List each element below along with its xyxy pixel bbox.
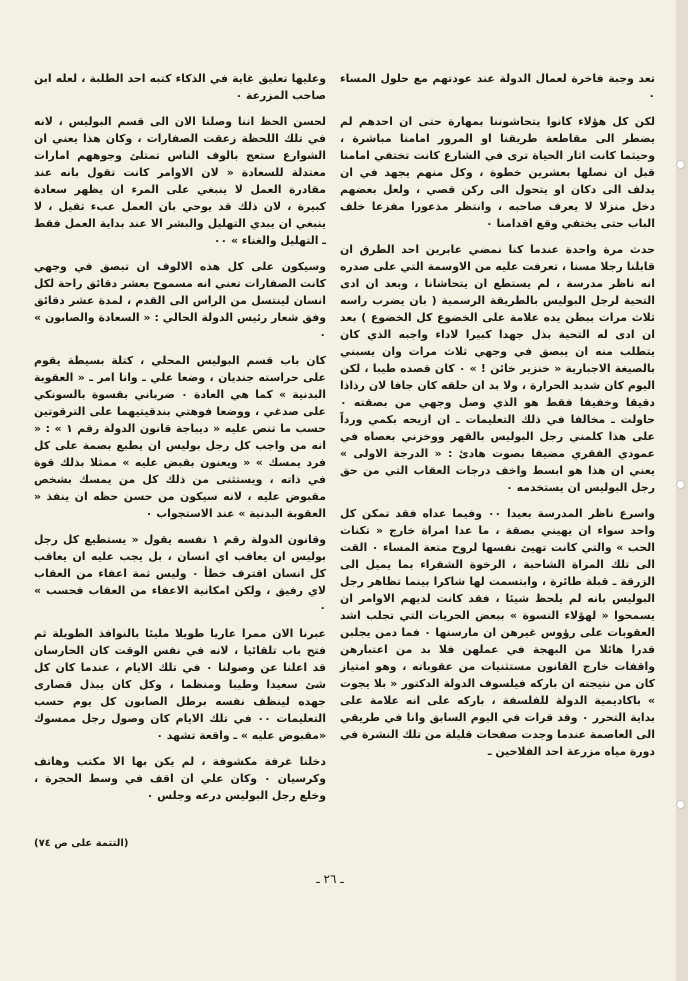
paragraph: عبرنا الان ممرا عاريا طويلا مليئا بالنوافذ الطويلة ثم فتح باب تلقائيا ، لانه في نفس الوقت كان الحارسان قد اعلنا عن وصولنا ٠ في تلك الايام ، عندما كان كل شئ سعيدا وطيبا ومنظما ، وكل كان يبذل قصارى جهده لينظف نفسه برطل الصابون كل يوم حسب التعليمات ٠٠ في تلك الايام كان وصول رجل ممسوك «مقبوض عليه » ـ واقعة تشهد ٠ [34,627,327,742]
page-number: ـ ٢٦ ـ [316,872,344,886]
binding-hole [676,800,685,809]
right-text-column [340,70,655,769]
paragraph: دخلنا غرفة مكشوفة ، لم يكن بها الا مكتب وهاتف وكرسيان ٠ وكان علي ان اقف في وسط الحجرة ، وخلع رجل البوليس درعه وجلس ٠ [34,755,326,802]
paragraph: كان باب قسم البوليس المحلي ، كتلة بسيطة يقوم على حراسته جنديان ، وضعا علي ـ وانا امر ـ « العقوبة البدنية » كما هي العادة ٠ ضرباني بقسوة بالسونكي على صدغي ، ووضعا فوهتي بندقيتيهما على الترقوتين حسب ما تنص عليه « ديباجة قانون الدولة رقم ١ » : « انه من واجب كل رجل بوليس ان يطبع بصمة على كل فرد يمسك » « ويعنون بقبض عليه » ممثلا بذلك قوة في ذاته ، ويستثنى من ذلك كل من يمسك بشخص مقبوض عليه ، لانه سيكون من حسن حظه ان ينفذ « العقوبة البدنية » عند الاستجواب ٠ [34,354,326,520]
continuation-note: (التتمة على ص ٧٤) [34,838,129,849]
paragraph: تعد وجبة فاخرة لعمال الدولة عند عودتهم مع حلول المساء ٠ [340,72,655,102]
paragraph: لكن كل هؤلاء كانوا يتحاشوننا بمهارة حتى ان احدهم لم يضطر الى مقاطعة طريقنا او المرور امامنا مباشرة ، وحيثما كانت اثار الحياة ترى في الشارع كانت تختفي امامنا قبل ان نصلها بعشرين خطوة ، وكل منهم يجهد في ان يدلف الى دكان او يتحول الى ركن قصي ، ولعل بعضهم دخل منزلا لا يعرف صاحبه ، وانتظر مذعورا مفزعا خلف الباب حتى يختفي وقع اقدامنا ٠ [340,115,655,230]
paragraph: لحسن الحظ اننا وصلنا الان الى قسم البوليس ، لانه في تلك اللحظة زعقت الصفارات ، وكان هذا يعني ان الشوارع ستعج بالوف الناس تمتلئ وجوههم امارات معتدلة للسعادة « لان الاوامر كانت تقول بانه عند مقادرة العمل لا ينبغي على المرء ان يظهر سعادة كبيرة ، لان ذلك قد يوحي بان العمل عبء ثقيل ، لا ينبغي ان يبدي التهليل والبشر الا عند بداية العمل فقط ـ التهليل والغناء » ٠٠ [34,115,326,247]
binding-edge [676,0,688,981]
binding-hole [676,160,685,169]
left-text-column [34,70,326,813]
paragraph: وعليها تعليق غاية في الذكاء كتبه احد الطلبة ، لعله ابن صاحب المزرعة ٠ [34,72,326,102]
paragraph: واسرع ناظر المدرسة بعيدا ٠٠ وفيما عداه فقد تمكن كل واحد سواء ان يهيني بصقة ، ما عدا امراة خارج « تكنات الحب » والتي كانت تهيئ نفسها لروح متعة المساء ٠ القت الى تلك المراة الشاحبة ، الرخوة الشقراء بما يميل الى الزرقة ـ قبلة طائرة ، وابتسمت لها شاكرا بينما تظاهر رجل البوليس بانه لم يلحظ شيئا ، فقد كانت لديهم الاوامر ان يسمحوا « لهؤلاء النسوة » ببعض الحريات التي تجلب اشد العقوبات على رؤوس غيرهن ان مارسنها ٠ فما دمن يجلبن قدرا هائلا من البهجة في عملهن فلا بد من اعتبارهن واقفات خارج القانون مستثنيات من عقوباته ، وهو امتياز كان من نتيجته ان باركه فيلسوف الدولة الدكتور « بلا يجوت » باكاديمية الدولة للفلسفة ، باركه على انه علامة على بداية التحرر ٠ وقد قرات في اليوم السابق وانا في طريقي الى العاصمة عندما وجدت صفحات قليلة من تلك النشرة في دورة مياه مزرعة احد الفلاحين ـ [340,507,655,758]
paragraph: وسيكون على كل هذه الالوف ان تبصق في وجهي كانت الصفارات تعني انه مسموح بعشر دقائق راحة لكل انسان لينتسل من الراس الى القدم ، لمدة عشر دقائق وفق شعار رئيس الدولة الحالي : « السعادة والصابون » ٠ [34,260,326,341]
paragraph: وقانون الدولة رقم ١ نفسه يقول « يستطيع كل رجل بوليس ان يعاقب اي انسان ، بل يجب عليه ان يعاقب كل انسان اقترف خطأ ٠ وليس ثمة اعفاء من العقاب لاي رفيق ، ولكن امكانية الاعفاء من العقاب فحسب » ٠ [34,533,326,614]
paragraph: حدث مرة واحدة عندما كنا نمضي عابرين احد الطرق ان قابلنا رجلا مسنا ، تعرفت عليه من الاوسمة التي على صدره انه ناظر مدرسة ، لم يستطع ان يتحاشانا ، وبعد ان ادى التحية لرجل البوليس بالطريقة الرسمية ( بان يضرب راسه ثلاث مرات ببطن يده علامة على الخضوع كل الخضوع ) بعد ان ادى له التحية بذل جهدا كبيرا لاداء واجبه الذي كان يتطلب منه ان يبصق في وجهي ثلاث مرات وان يسبني بالصيغة الاجبارية « خنزير خائن ! » ٠ كان قصده طيبا ، لكن اليوم كان شديد الحرارة ، ولا بد ان حلقه كان جافا لان رذاذا دقيقا وخفيفا فقط هو الذي وصل وجهي من بصقته ٠ حاولت ـ مخالفا في ذلك التعليمات ـ ان ازيحه بكمي ورداً على هذا كلمني رجل البوليس بالقهر ووخزني بعصاه في عمودي الفقري مضيفا بصوت هادئ : « الدرجة الاولى » يعني ان هذا هو ابسط واخف درجات العقاب التي من حق رجل البوليس ان يستخدمه ٠ [340,243,655,494]
binding-hole [676,480,685,489]
